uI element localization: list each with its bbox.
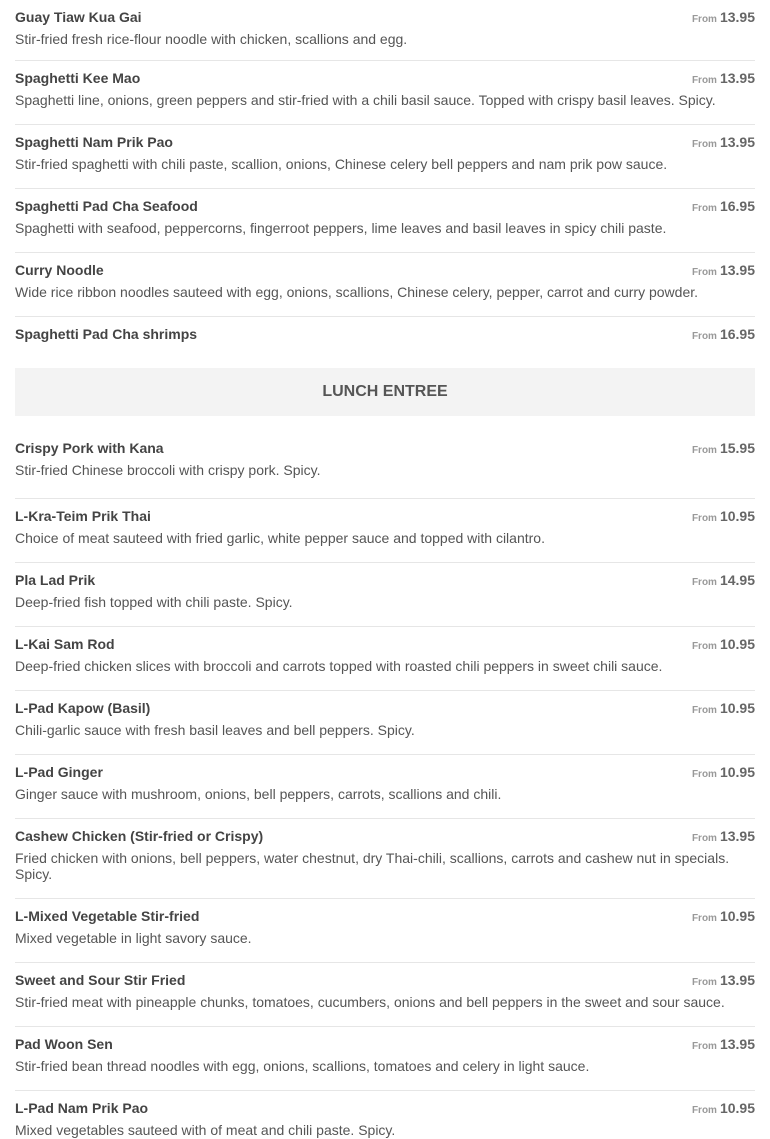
item-name: L-Pad Ginger xyxy=(15,764,103,780)
item-price xyxy=(692,828,755,847)
item-name: Spaghetti Nam Prik Pao xyxy=(15,134,173,150)
item-description: Stir-fried fresh rice-flour noodle with chicken, scallions and egg. xyxy=(15,31,408,47)
from-label: From xyxy=(691,577,717,588)
item-price xyxy=(692,440,755,459)
item-description: Spaghetti with seafood, peppercorns, fingerroot peppers, lime leaves and basil leaves in spicy chili paste. xyxy=(15,220,667,236)
menu-item[interactable] xyxy=(15,253,755,317)
item-description: Chili-garlic sauce with fresh basil leaves and bell peppers. Spicy. xyxy=(15,722,415,738)
item-name: Sweet and Sour Stir Fried xyxy=(15,972,186,988)
price-value: 13.95 xyxy=(719,134,755,150)
item-name: L-Mixed Vegetable Stir-fried xyxy=(15,908,200,924)
item-name: L-Pad Kapow (Basil) xyxy=(15,700,151,716)
price-value: 13.95 xyxy=(719,972,755,988)
from-label: From xyxy=(691,977,717,988)
from-label: From xyxy=(691,1041,717,1052)
item-price xyxy=(692,9,755,28)
menu-item[interactable] xyxy=(15,755,755,819)
price-value: 10.95 xyxy=(719,1100,755,1116)
from-label: From xyxy=(691,203,717,214)
item-name: Spaghetti Pad Cha Seafood xyxy=(15,198,198,214)
price-value: 13.95 xyxy=(719,70,755,86)
item-name: L-Kai Sam Rod xyxy=(15,636,115,652)
from-label: From xyxy=(691,769,717,780)
item-description: Mixed vegetable in light savory sauce. xyxy=(15,930,252,946)
item-description: Stir-fried meat with pineapple chunks, tomatoes, cucumbers, onions and bell peppers in the sweet and sour sauce. xyxy=(15,994,725,1010)
from-label: From xyxy=(691,267,717,278)
item-price xyxy=(692,908,755,927)
item-description: Ginger sauce with mushroom, onions, bell peppers, carrots, scallions and chili. xyxy=(15,786,502,802)
item-description: Fried chicken with onions, bell peppers, water chestnut, dry Thai-chili, scallions, carrots and cashew nut in specials. Spicy. xyxy=(15,850,730,882)
from-label: From xyxy=(691,331,717,342)
item-description: Deep-fried fish topped with chili paste. Spicy. xyxy=(15,594,293,610)
item-price xyxy=(692,700,755,719)
item-price xyxy=(692,572,755,591)
item-name: Pla Lad Prik xyxy=(15,572,96,588)
menu-item[interactable] xyxy=(15,189,755,253)
price-value: 14.95 xyxy=(719,572,755,588)
item-name: Curry Noodle xyxy=(15,262,104,278)
price-value: 13.95 xyxy=(719,1036,755,1052)
from-label: From xyxy=(691,913,717,924)
item-description: Stir-fried bean thread noodles with egg, onions, scallions, tomatoes and celery in light sauce. xyxy=(15,1058,590,1074)
price-value: 13.95 xyxy=(719,828,755,844)
from-label: From xyxy=(691,1105,717,1116)
menu-item[interactable] xyxy=(15,431,755,499)
from-label: From xyxy=(691,445,717,456)
menu-item[interactable] xyxy=(15,563,755,627)
from-label: From xyxy=(691,139,717,150)
item-description: Deep-fried chicken slices with broccoli and carrots topped with roasted chili peppers in sweet chili sauce. xyxy=(15,658,663,674)
price-value: 15.95 xyxy=(719,440,755,456)
price-value: 10.95 xyxy=(719,508,755,524)
item-price xyxy=(692,70,755,89)
menu-item[interactable] xyxy=(15,61,755,125)
menu-item[interactable] xyxy=(15,627,755,691)
from-label: From xyxy=(691,75,717,86)
menu-item[interactable] xyxy=(15,317,755,348)
item-name: L-Kra-Teim Prik Thai xyxy=(15,508,151,524)
from-label: From xyxy=(691,705,717,716)
menu-item[interactable] xyxy=(15,0,755,61)
item-description: Choice of meat sauteed with fried garlic, white pepper sauce and topped with cilantro. xyxy=(15,530,545,546)
from-label: From xyxy=(691,641,717,652)
item-description: Mixed vegetables sauteed with of meat and chili paste. Spicy. xyxy=(15,1122,396,1138)
item-price xyxy=(692,262,755,281)
price-value: 10.95 xyxy=(719,764,755,780)
item-name: Spaghetti Kee Mao xyxy=(15,70,141,86)
item-price xyxy=(692,972,755,991)
price-value: 10.95 xyxy=(719,908,755,924)
item-name: Guay Tiaw Kua Gai xyxy=(15,9,142,25)
item-description: Wide rice ribbon noodles sauteed with egg, onions, scallions, Chinese celery, pepper, carrot and curry powder. xyxy=(15,284,699,300)
menu-list xyxy=(15,0,755,1139)
item-price xyxy=(692,326,755,345)
from-label: From xyxy=(691,513,717,524)
price-value: 10.95 xyxy=(719,700,755,716)
item-name: Pad Woon Sen xyxy=(15,1036,113,1052)
item-price xyxy=(692,134,755,153)
item-name: Spaghetti Pad Cha shrimps xyxy=(15,326,198,342)
item-name: Crispy Pork with Kana xyxy=(15,440,164,456)
menu-item[interactable] xyxy=(15,1091,755,1139)
menu-item[interactable] xyxy=(15,899,755,963)
menu-item[interactable] xyxy=(15,691,755,755)
from-label: From xyxy=(691,14,717,25)
menu-item[interactable] xyxy=(15,125,755,189)
item-description: Spaghetti line, onions, green peppers and stir-fried with a chili basil sauce. Topped with crispy basil leaves. Spicy. xyxy=(15,92,716,108)
menu-item[interactable] xyxy=(15,1027,755,1091)
item-price xyxy=(692,1100,755,1119)
price-value: 13.95 xyxy=(719,9,755,25)
menu-item[interactable] xyxy=(15,963,755,1027)
item-price xyxy=(692,1036,755,1055)
menu-item[interactable] xyxy=(15,499,755,563)
item-description: Stir-fried spaghetti with chili paste, scallion, onions, Chinese celery bell peppers and nam prik pow sauce. xyxy=(15,156,668,172)
item-price xyxy=(692,198,755,217)
price-value: 16.95 xyxy=(719,326,755,342)
item-price xyxy=(692,636,755,655)
item-price xyxy=(692,764,755,783)
price-value: 16.95 xyxy=(719,198,755,214)
item-description: Stir-fried Chinese broccoli with crispy pork. Spicy. xyxy=(15,462,321,478)
price-value: 13.95 xyxy=(719,262,755,278)
menu-item[interactable] xyxy=(15,819,755,899)
section-header-lunch-entree: LUNCH ENTREE xyxy=(15,368,755,416)
item-name: L-Pad Nam Prik Pao xyxy=(15,1100,149,1116)
price-value: 10.95 xyxy=(719,636,755,652)
item-name: Cashew Chicken (Stir-fried or Crispy) xyxy=(15,828,264,844)
from-label: From xyxy=(691,833,717,844)
item-price xyxy=(692,508,755,527)
